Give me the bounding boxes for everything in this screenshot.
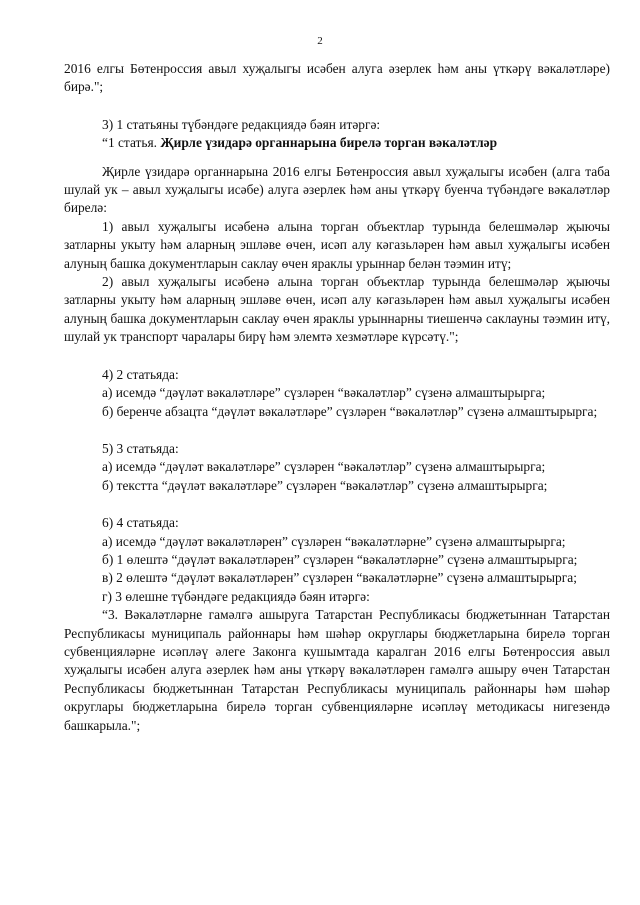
part-3-text: “3. Вәкаләтләрне гамәлгә ашыруга Татарстан Республикасы бюджетыннан Татарстан Республикасы муниципаль районнары һәм шәһәр округлары бюджетларына бирелә торган субвенцияләрне исәпләү әлеге Законга кушымтада каралган 2016 елгы Бөтенроссия авыл хуҗалыгы исәбен алуга әзерлек һәм аны үткәрү вәкаләтләрен гамәлгә ашыру өчен Татарстан Республикасы бюджетыннан Татарстан Республикасы муниципаль районнары һәм шәһәр округлары бюджетларына бирелә торган субвенцияләрне исәпләү методикасы нигезендә башкарыла."; [64, 607, 610, 733]
item-6-a: а) исемдә “дәүләт вәкаләтләрен” сүзләрен “вәкаләтләрне” сүзенә алмаштырырга; [102, 533, 566, 549]
item-4-heading: 4) 2 статьяда: [102, 366, 179, 382]
item-4-b: б) беренче абзацта “дәүләт вәкаләтләре” сүзләрен “вәкаләтләр” сүзенә алмаштырырга; [102, 403, 598, 419]
item-5-a: а) исемдә “дәүләт вәкаләтләре” сүзләрен “вәкаләтләр” сүзенә алмаштырырга; [102, 459, 546, 475]
item-6-c: в) 2 өлештә “дәүләт вәкаләтләрен” сүзләрен “вәкаләтләрне” сүзенә алмаштырырга; [102, 570, 577, 586]
article-1-intro: Җирле үзидарә органнарына 2016 елгы Бөтенроссия авыл хуҗалыгы исәбен (алга таба шулай ук – авыл хуҗалыгы исәбе) алуга әзерлек һәм аны үткәрү буенча түбәндәге вәкаләтләр бирелә: [64, 163, 610, 216]
article-1-title-bold: Җирле үзидарә органнарына бирелә торган вәкаләтләр [160, 135, 498, 151]
item-6-d: г) 3 өлешне түбәндәге редакциядә бәян итәргә: [102, 588, 370, 604]
article-1-point-2: 2) авыл хуҗалыгы исәбенә алына торган объектлар турында белешмәләр җыючы затларны укыту һәм аларның эшләве өчен, исәп алу кәгазьләрен һәм авыл хуҗалыгы исәбен алуның башка документларын саклау өчен яраклы урыннарны тиешенчә саклауны тәэмин итү, шулай ук транспорт чаралары бирү һәм элемтә хезмәтләре күрсәтү."; [64, 274, 610, 345]
item-4-a: а) исемдә “дәүләт вәкаләтләре” сүзләрен “вәкаләтләр” сүзенә алмаштырырга; [102, 385, 546, 401]
item-5-b: б) текстта “дәүләт вәкаләтләре” сүзләрен “вәкаләтләр” сүзенә алмаштырырга; [102, 477, 548, 493]
article-1-prefix: “1 статья. [102, 135, 161, 151]
page-number: 2 [317, 35, 323, 47]
item-6-heading: 6) 4 статьяда: [102, 515, 179, 531]
document-body [64, 60, 610, 735]
article-1-title [64, 134, 610, 152]
item-5-heading: 5) 3 статьяда: [102, 440, 179, 456]
item-6-b: б) 1 өлештә “дәүләт вәкаләтләрен” сүзләрен “вәкаләтләрне” сүзенә алмаштырырга; [102, 551, 578, 567]
article-1-point-1: 1) авыл хуҗалыгы исәбенә алына торган объектлар турында белешмәләр җыючы затларны укыту һәм аларның эшләве өчен, исәп алу кәгазьләрен һәм авыл хуҗалыгы исәбен алуның башка документларын саклау өчен яраклы урыннар белән тәэмин итү; [64, 218, 610, 271]
paragraph-continuation: 2016 елгы Бөтенроссия авыл хуҗалыгы исәбен алуга әзерлек һәм аны үткәрү вәкаләтләре) бирә."; [64, 61, 610, 95]
item-3-heading: 3) 1 статьяны түбәндәге редакциядә бәян итәргә: [102, 116, 381, 132]
